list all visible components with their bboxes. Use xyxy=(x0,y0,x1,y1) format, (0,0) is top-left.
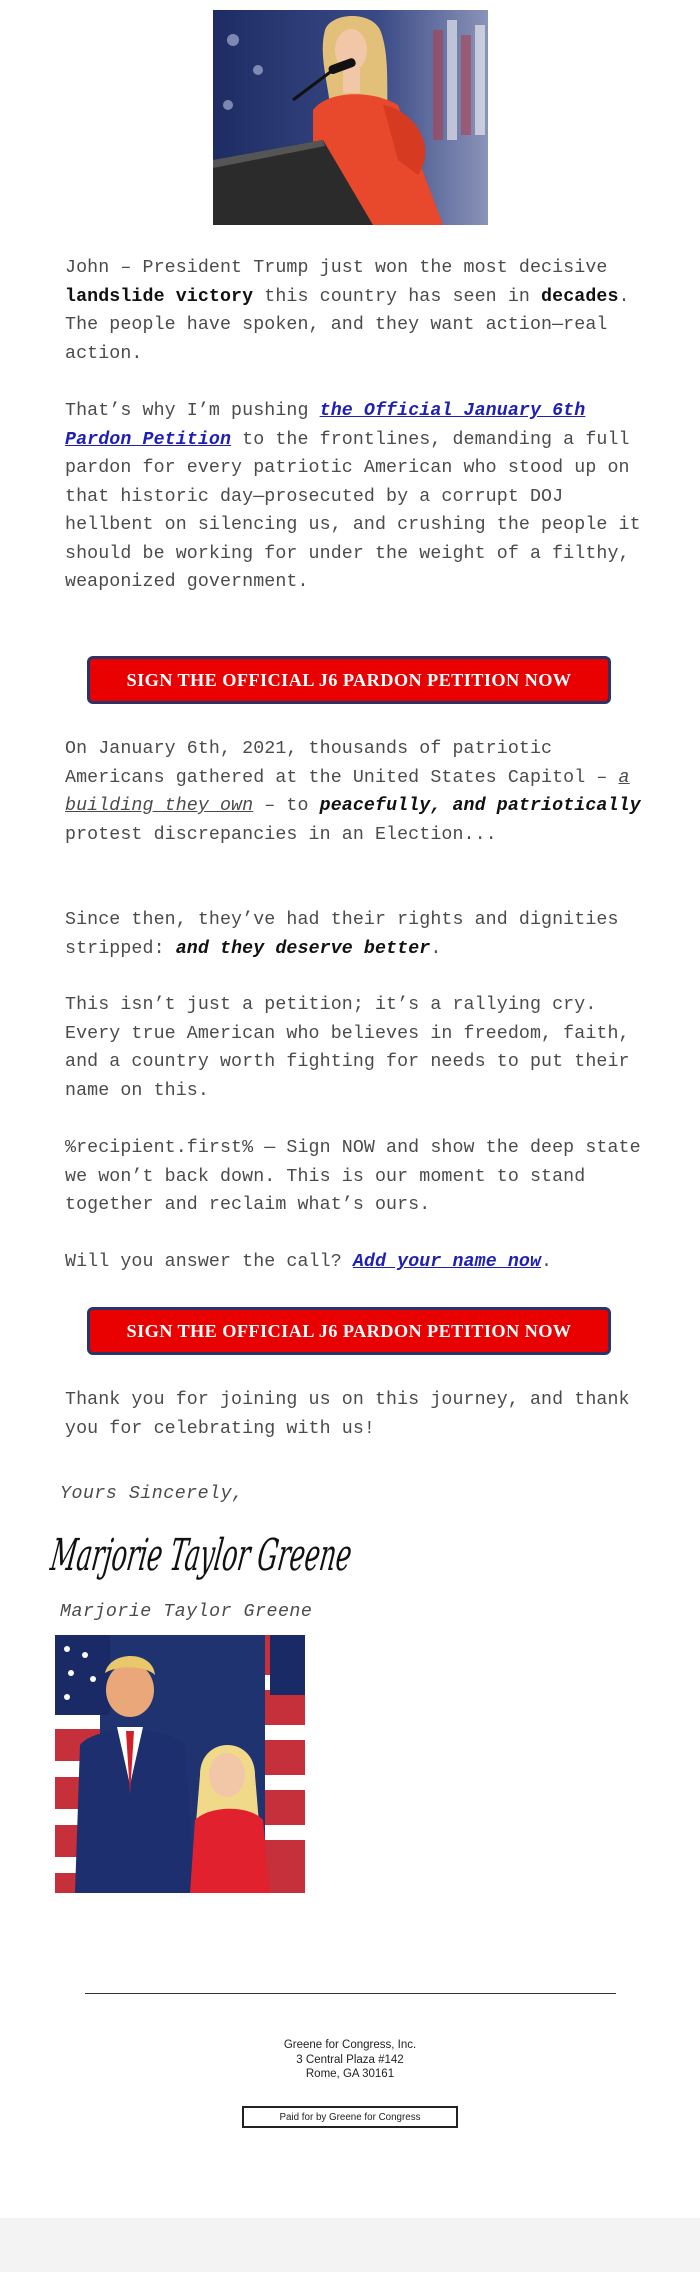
emphasis-peacefully: peacefully, and patriotically xyxy=(319,796,641,816)
petition-link[interactable]: the Official January 6th Pardon Petition xyxy=(65,401,586,450)
paid-for-disclaimer: Paid for by Greene for Congress xyxy=(242,2106,458,2128)
footer-divider xyxy=(85,1993,616,1994)
emphasis-landslide: landslide victory xyxy=(65,286,254,307)
footer-address xyxy=(200,2038,500,2082)
sign-petition-button[interactable]: SIGN THE OFFICIAL J6 PARDON PETITION NOW xyxy=(87,656,611,704)
intro-paragraph: John – President Trump just won the most decisive landslide victory this country has seen in decades. The people have spoken, and they want action—real action. xyxy=(65,258,630,364)
signer-name: Marjorie Taylor Greene xyxy=(60,1602,313,1622)
january-sixth-paragraph: On January 6th, 2021, thousands of patriotic Americans gathered at the United States Capitol – a building they own – to peacefully, and patriotically protest discrepancies in an Election... xyxy=(65,739,641,845)
signature-image xyxy=(47,1515,578,1595)
closing-salutation: Yours Sincerely, xyxy=(60,1484,244,1504)
bottom-band xyxy=(0,2218,700,2272)
sign-now-paragraph: %recipient.first% — Sign NOW and show the deep state we won’t back down. This is our moment to stand together and reclaim what’s ours. xyxy=(65,1138,641,1215)
emphasis-deserve-better: and they deserve better xyxy=(175,938,431,959)
add-name-link[interactable]: Add your name now xyxy=(352,1252,542,1272)
svg-text:Marjorie Taylor Greene: Marjorie Taylor Greene xyxy=(47,1530,578,1581)
building-they-own-text: a building they own xyxy=(65,767,630,816)
emphasis-decades: decades xyxy=(541,286,619,307)
footer-street: 3 Central Plaza #142 xyxy=(296,2053,404,2066)
rallying-cry-paragraph: This isn’t just a petition; it’s a rallying cry. Every true American who believes in freedom, faith, and a country worth fighting for needs to put their name on this. xyxy=(65,995,630,1101)
hero-photo xyxy=(213,10,488,225)
trump-greene-photo xyxy=(55,1635,305,1893)
footer-city: Rome, GA 30161 xyxy=(305,2068,395,2080)
footer-org: Greene for Congress, Inc. xyxy=(283,2039,417,2051)
petition-paragraph: That’s why I’m pushing the Official January 6th Pardon Petition to the frontlines, demanding a full pardon for every patriotic American who stood up on that historic day—prosecuted by a corrupt DOJ hellbent on silencing us, and crushing the people it should be working for under the weight of a filthy, weaponized government. xyxy=(65,401,641,592)
thank-you-paragraph: Thank you for joining us on this journey, and thank you for celebrating with us! xyxy=(65,1390,630,1439)
rights-paragraph: Since then, they’ve had their rights and dignities stripped: and they deserve better. xyxy=(65,910,619,959)
sign-petition-button-2[interactable]: SIGN THE OFFICIAL J6 PARDON PETITION NOW xyxy=(87,1307,611,1355)
answer-call-paragraph: Will you answer the call? Add your name now. xyxy=(65,1252,553,1272)
